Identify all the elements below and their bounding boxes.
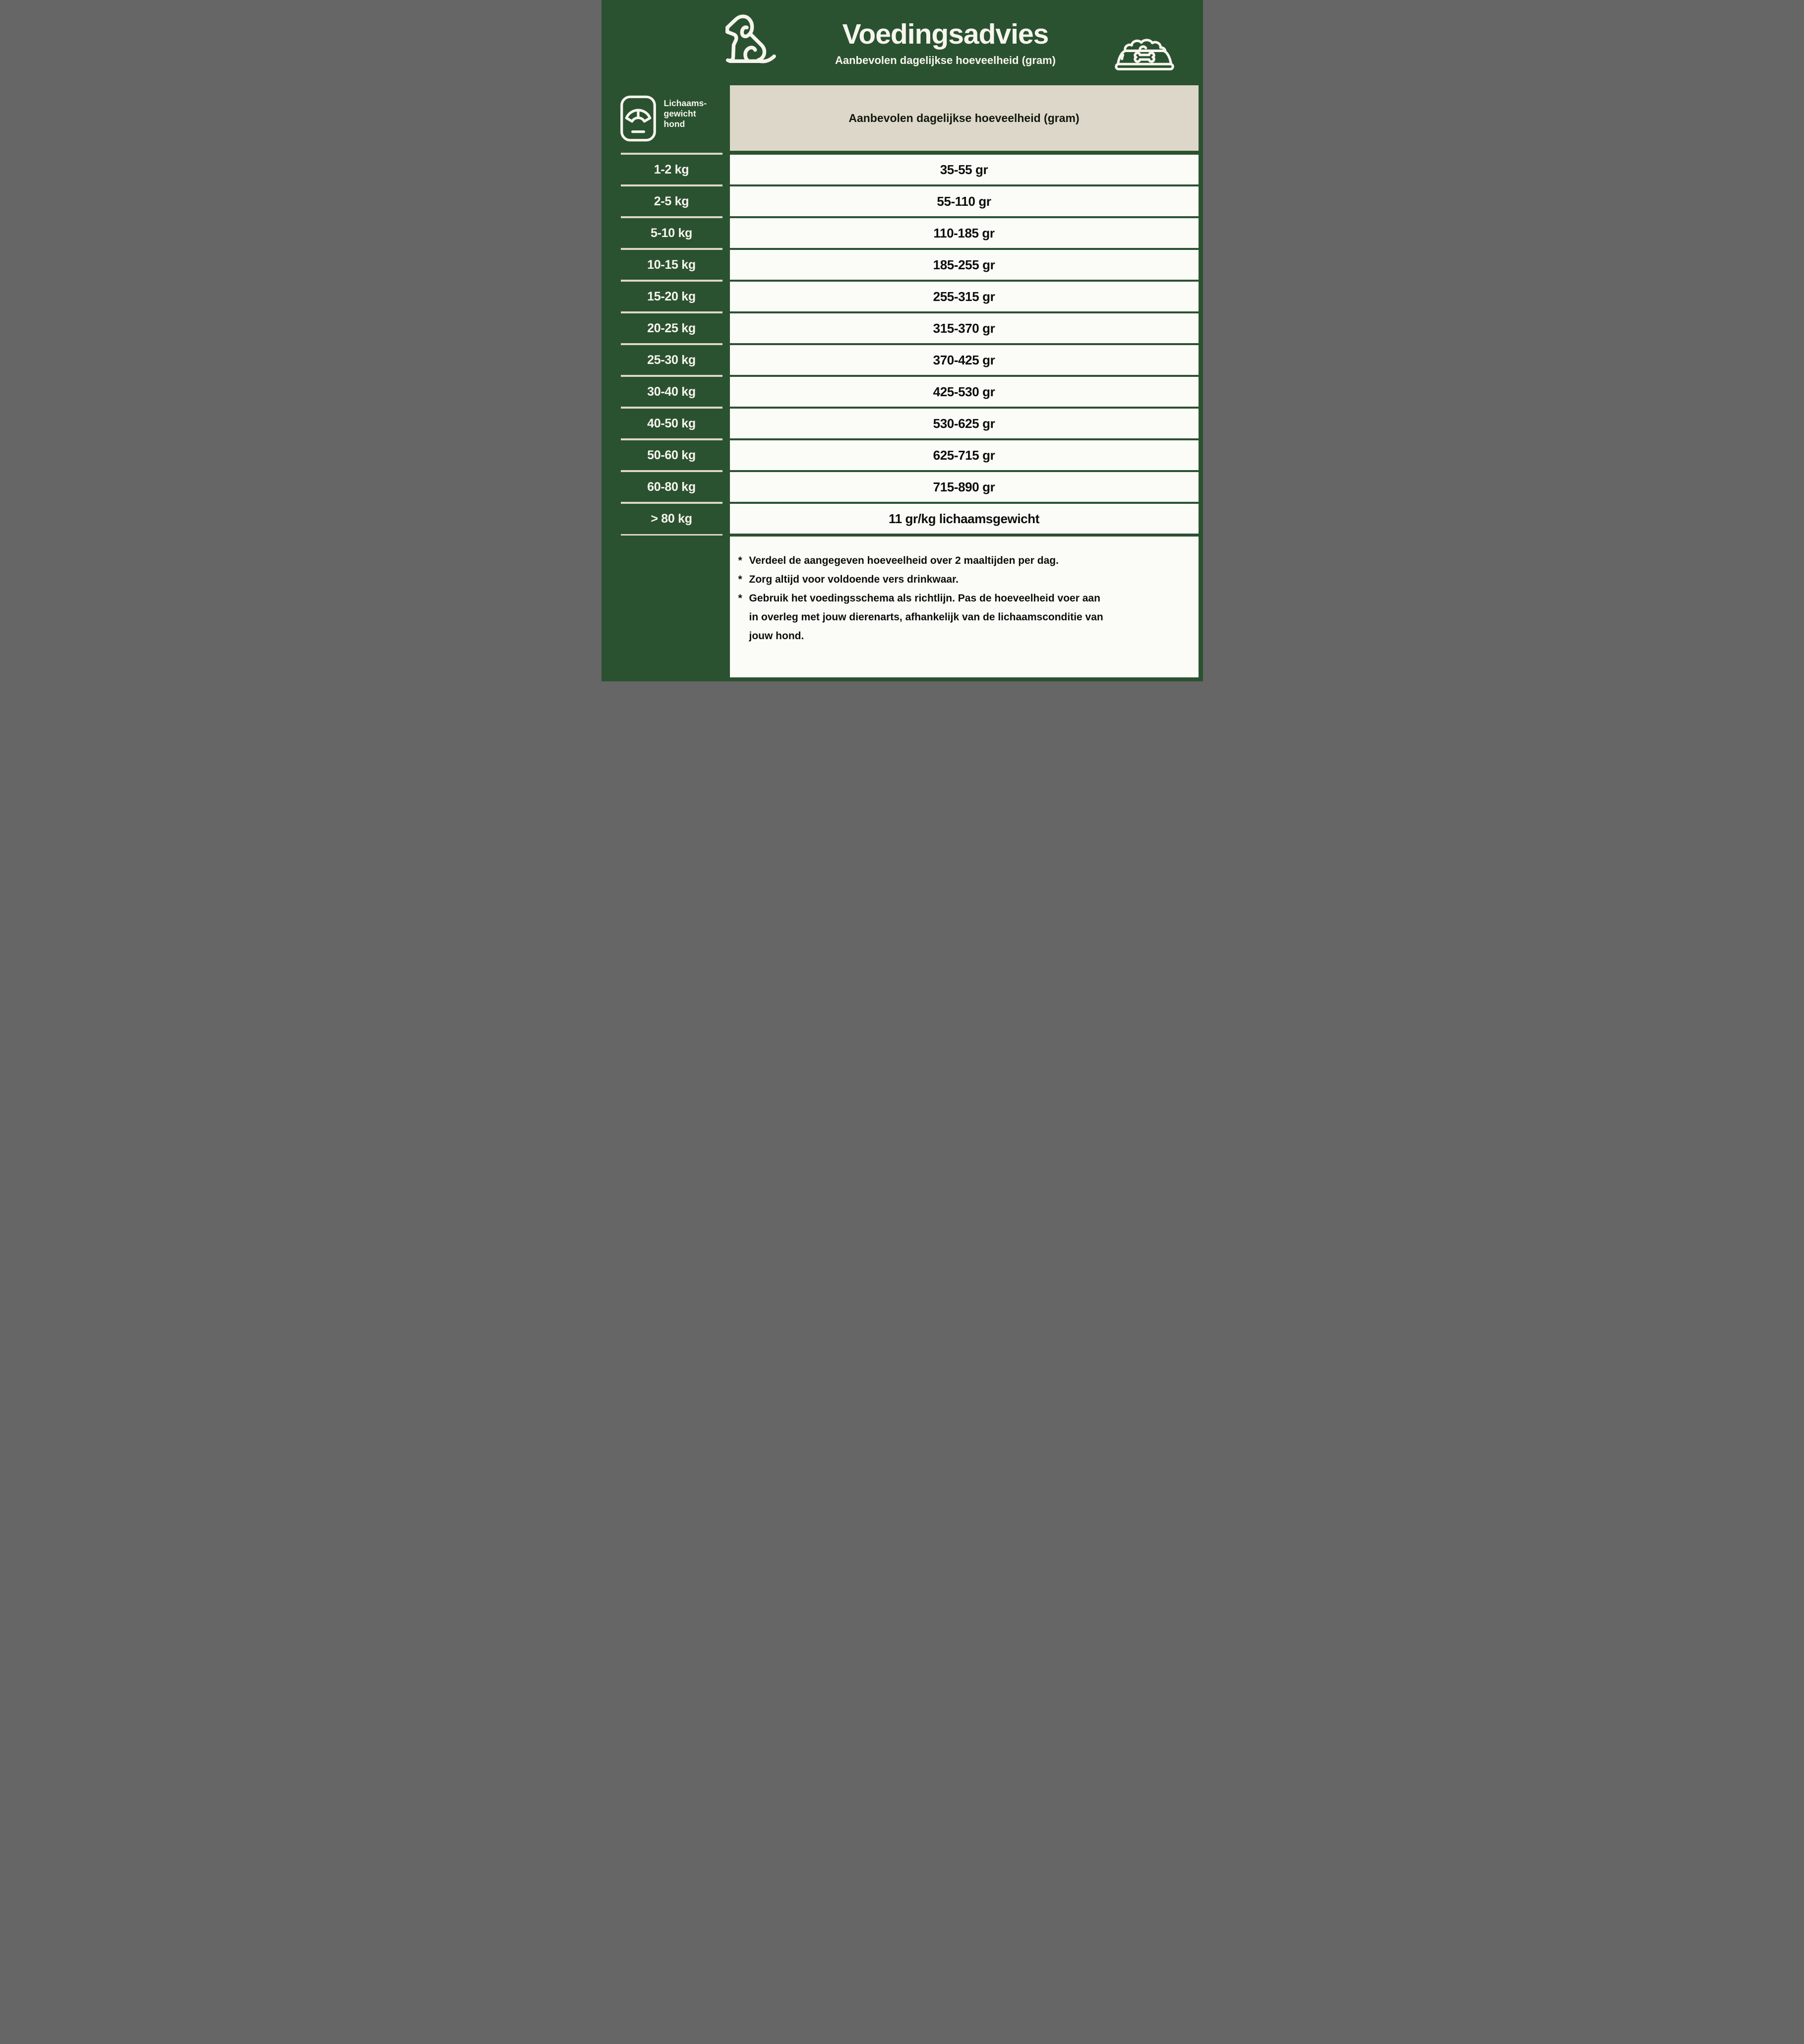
amount-value: 370-425 gr [730,345,1199,375]
footnote-bullet: * [738,555,742,566]
footnote-bullet: * [738,593,742,604]
weight-scale-icon [619,94,657,143]
table-row [601,503,1203,535]
weight-label: 2-5 kg [654,194,689,208]
weight-label: 30-40 kg [647,384,696,399]
weight-label: 15-20 kg [647,289,696,303]
weight-label: > 80 kg [651,511,692,526]
weight-label: 60-80 kg [647,480,696,494]
amount-value: 255-315 gr [730,282,1199,311]
footnote-item [738,589,1194,646]
amount-value: 110-185 gr [730,218,1199,248]
feeding-table [601,154,1203,535]
weight-column-label: Lichaams- gewicht hond [663,98,707,129]
amount-value: 530-625 gr [730,409,1199,438]
amount-column-header [730,85,1199,151]
weight-label: 10-15 kg [647,257,696,272]
feeding-advice-infographic [601,0,1203,681]
table-row [601,439,1203,471]
weight-label: 25-30 kg [647,353,696,367]
table-row [601,312,1203,344]
page-subtitle: Aanbevolen dagelijkse hoeveelheid (gram) [835,54,1056,66]
footnotes-panel [730,537,1199,677]
footnotes-list [738,551,1194,646]
table-row [601,185,1203,217]
weight-label: 40-50 kg [647,416,696,430]
amount-value: 715-890 gr [730,472,1199,502]
table-row [601,471,1203,503]
food-bowl-icon [1112,36,1177,71]
table-row [601,408,1203,439]
amount-column-header-text: Aanbevolen dagelijkse hoeveelheid (gram) [848,111,1080,124]
table-row [601,217,1203,249]
weight-label: 5-10 kg [650,226,693,240]
amount-value: 185-255 gr [730,250,1199,280]
table-row [601,154,1203,185]
footnote-bullet: * [738,574,742,585]
footnote-item [738,570,1194,589]
amount-value: 315-370 gr [730,313,1199,343]
amount-value: 11 gr/kg lichaamsgewicht [730,504,1199,534]
weight-label: 1-2 kg [654,162,689,177]
page-header [787,19,1104,67]
amount-value: 625-715 gr [730,440,1199,470]
footnote-item [738,551,1194,570]
weight-label: 50-60 kg [647,448,696,462]
table-row [601,281,1203,312]
amount-value: 35-55 gr [730,155,1199,184]
page-title: Voedingsadvies [842,18,1049,50]
weight-column-header [619,94,707,143]
table-row [601,344,1203,376]
table-row [601,249,1203,281]
footnote-text: Verdeel de aangegeven hoeveelheid over 2 maaltijden per dag. [749,555,1059,566]
weight-label: 20-25 kg [647,321,696,335]
table-row [601,376,1203,408]
footnote-text: Zorg altijd voor voldoende vers drinkwaar. [749,574,959,585]
dog-icon [720,11,779,72]
amount-value: 55-110 gr [730,186,1199,216]
footnote-text: Gebruik het voedingsschema als richtlijn. Pas de hoeveelheid voer aan in overleg met jouw dierenarts, afhankelijk van de lichaamsconditie van jouw hond. [749,593,1103,642]
amount-value: 425-530 gr [730,377,1199,407]
